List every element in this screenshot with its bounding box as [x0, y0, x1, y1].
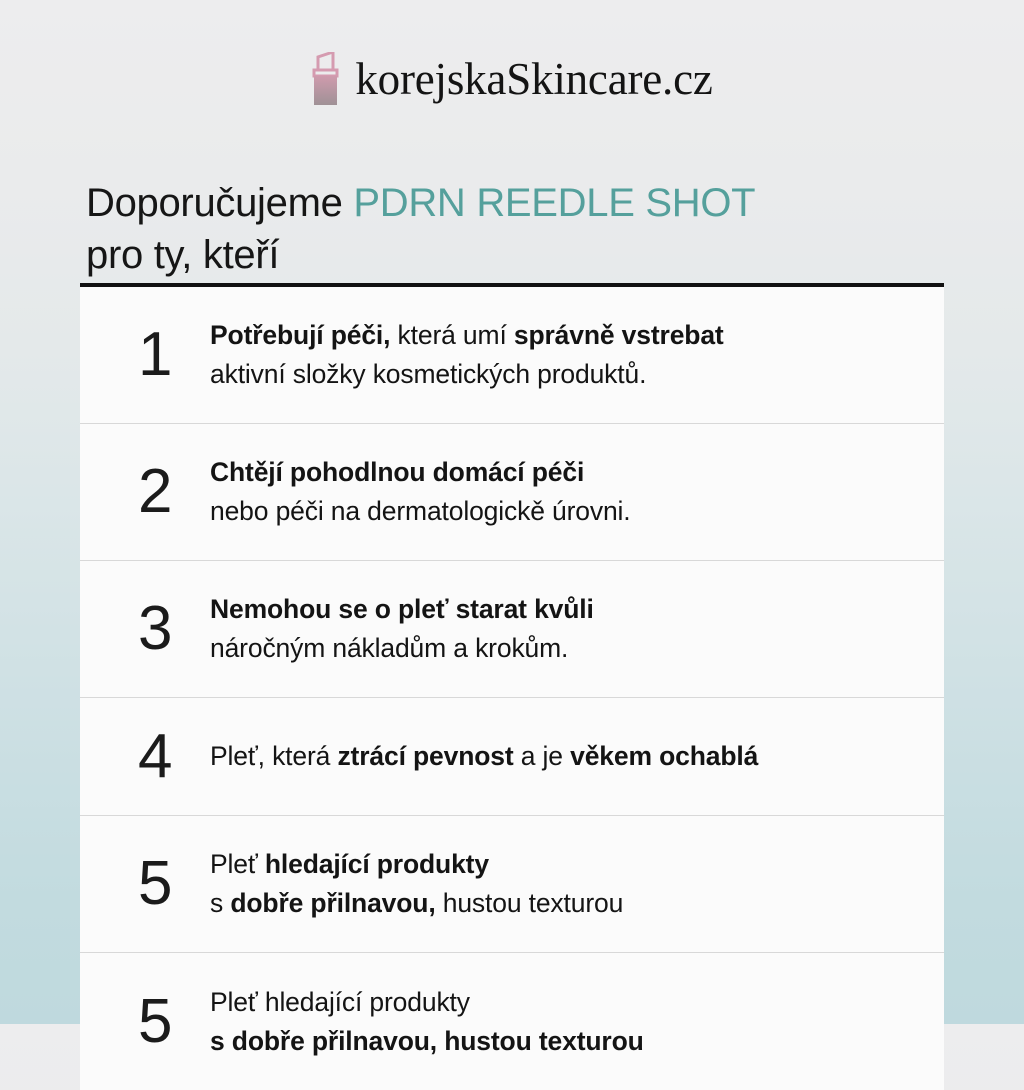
list-item [80, 816, 944, 953]
brand-name: korejskaSkincare.cz [355, 53, 713, 104]
list-item [80, 953, 944, 1090]
list-item-number: 2 [138, 457, 173, 526]
plain-text: nebo péči na dermatologickě úrovni. [210, 496, 631, 526]
reasons-list [80, 283, 944, 1090]
list-item-line [210, 492, 934, 531]
plain-text: s [210, 888, 231, 918]
emphasis-text: Chtějí pohodlnou domácí péči [210, 457, 585, 488]
emphasis-text: ztrácí pevnost [337, 741, 514, 772]
list-item-line [210, 590, 934, 629]
plain-text: hustou texturou [435, 888, 624, 918]
list-item [80, 287, 944, 424]
list-item [80, 561, 944, 698]
list-item-line [210, 884, 934, 923]
headline-lead: Doporučujeme [86, 180, 354, 225]
list-item-text [210, 737, 934, 776]
list-item-line [210, 1022, 934, 1061]
plain-text: aktivní složky kosmetických produktů. [210, 359, 647, 389]
list-item-number: 3 [138, 594, 173, 663]
emphasis-text: Nemohou se o pleť starat kvůli [210, 594, 594, 625]
list-item-line [210, 737, 934, 776]
list-item-number: 5 [138, 849, 173, 918]
lipstick-icon [311, 52, 341, 106]
plain-text: Pleť, která [210, 741, 338, 772]
list-item-text [210, 590, 934, 668]
list-item-text [210, 845, 934, 923]
emphasis-text: věkem ochablá [570, 741, 759, 772]
list-item [80, 424, 944, 561]
plain-text: a je [513, 741, 571, 772]
list-item-number: 1 [138, 320, 173, 389]
emphasis-text: správně vstrebat [513, 320, 724, 351]
emphasis-text: hledající produkty [264, 849, 489, 880]
headline-accent: PDRN REEDLE SHOT [353, 180, 756, 225]
list-item-number: 5 [138, 986, 173, 1056]
emphasis-text: Potřebují péči, [210, 320, 391, 351]
list-item-line [210, 316, 934, 355]
list-item-text [210, 316, 934, 394]
list-item-text [210, 983, 934, 1061]
list-item-line [210, 355, 934, 394]
emphasis-text: s dobře přilnavou, hustou texturou [210, 1025, 644, 1056]
plain-text: Pleť hledající produkty [210, 986, 470, 1017]
list-item-line [210, 845, 934, 884]
headline-tail: pro ty, kteří [86, 232, 280, 277]
plain-text: Pleť [210, 849, 265, 880]
list-item-line [210, 453, 934, 492]
plain-text: náročným nákladům a krokům. [210, 633, 569, 663]
list-item-text [210, 453, 934, 531]
emphasis-text: dobře přilnavou, [230, 888, 436, 918]
list-item-line [210, 983, 934, 1022]
list-item [80, 698, 944, 816]
plain-text: která umí [390, 320, 514, 351]
list-item-number: 4 [138, 721, 173, 791]
list-item-line [210, 629, 934, 668]
brand-header [0, 52, 1024, 106]
page-title [86, 177, 946, 281]
